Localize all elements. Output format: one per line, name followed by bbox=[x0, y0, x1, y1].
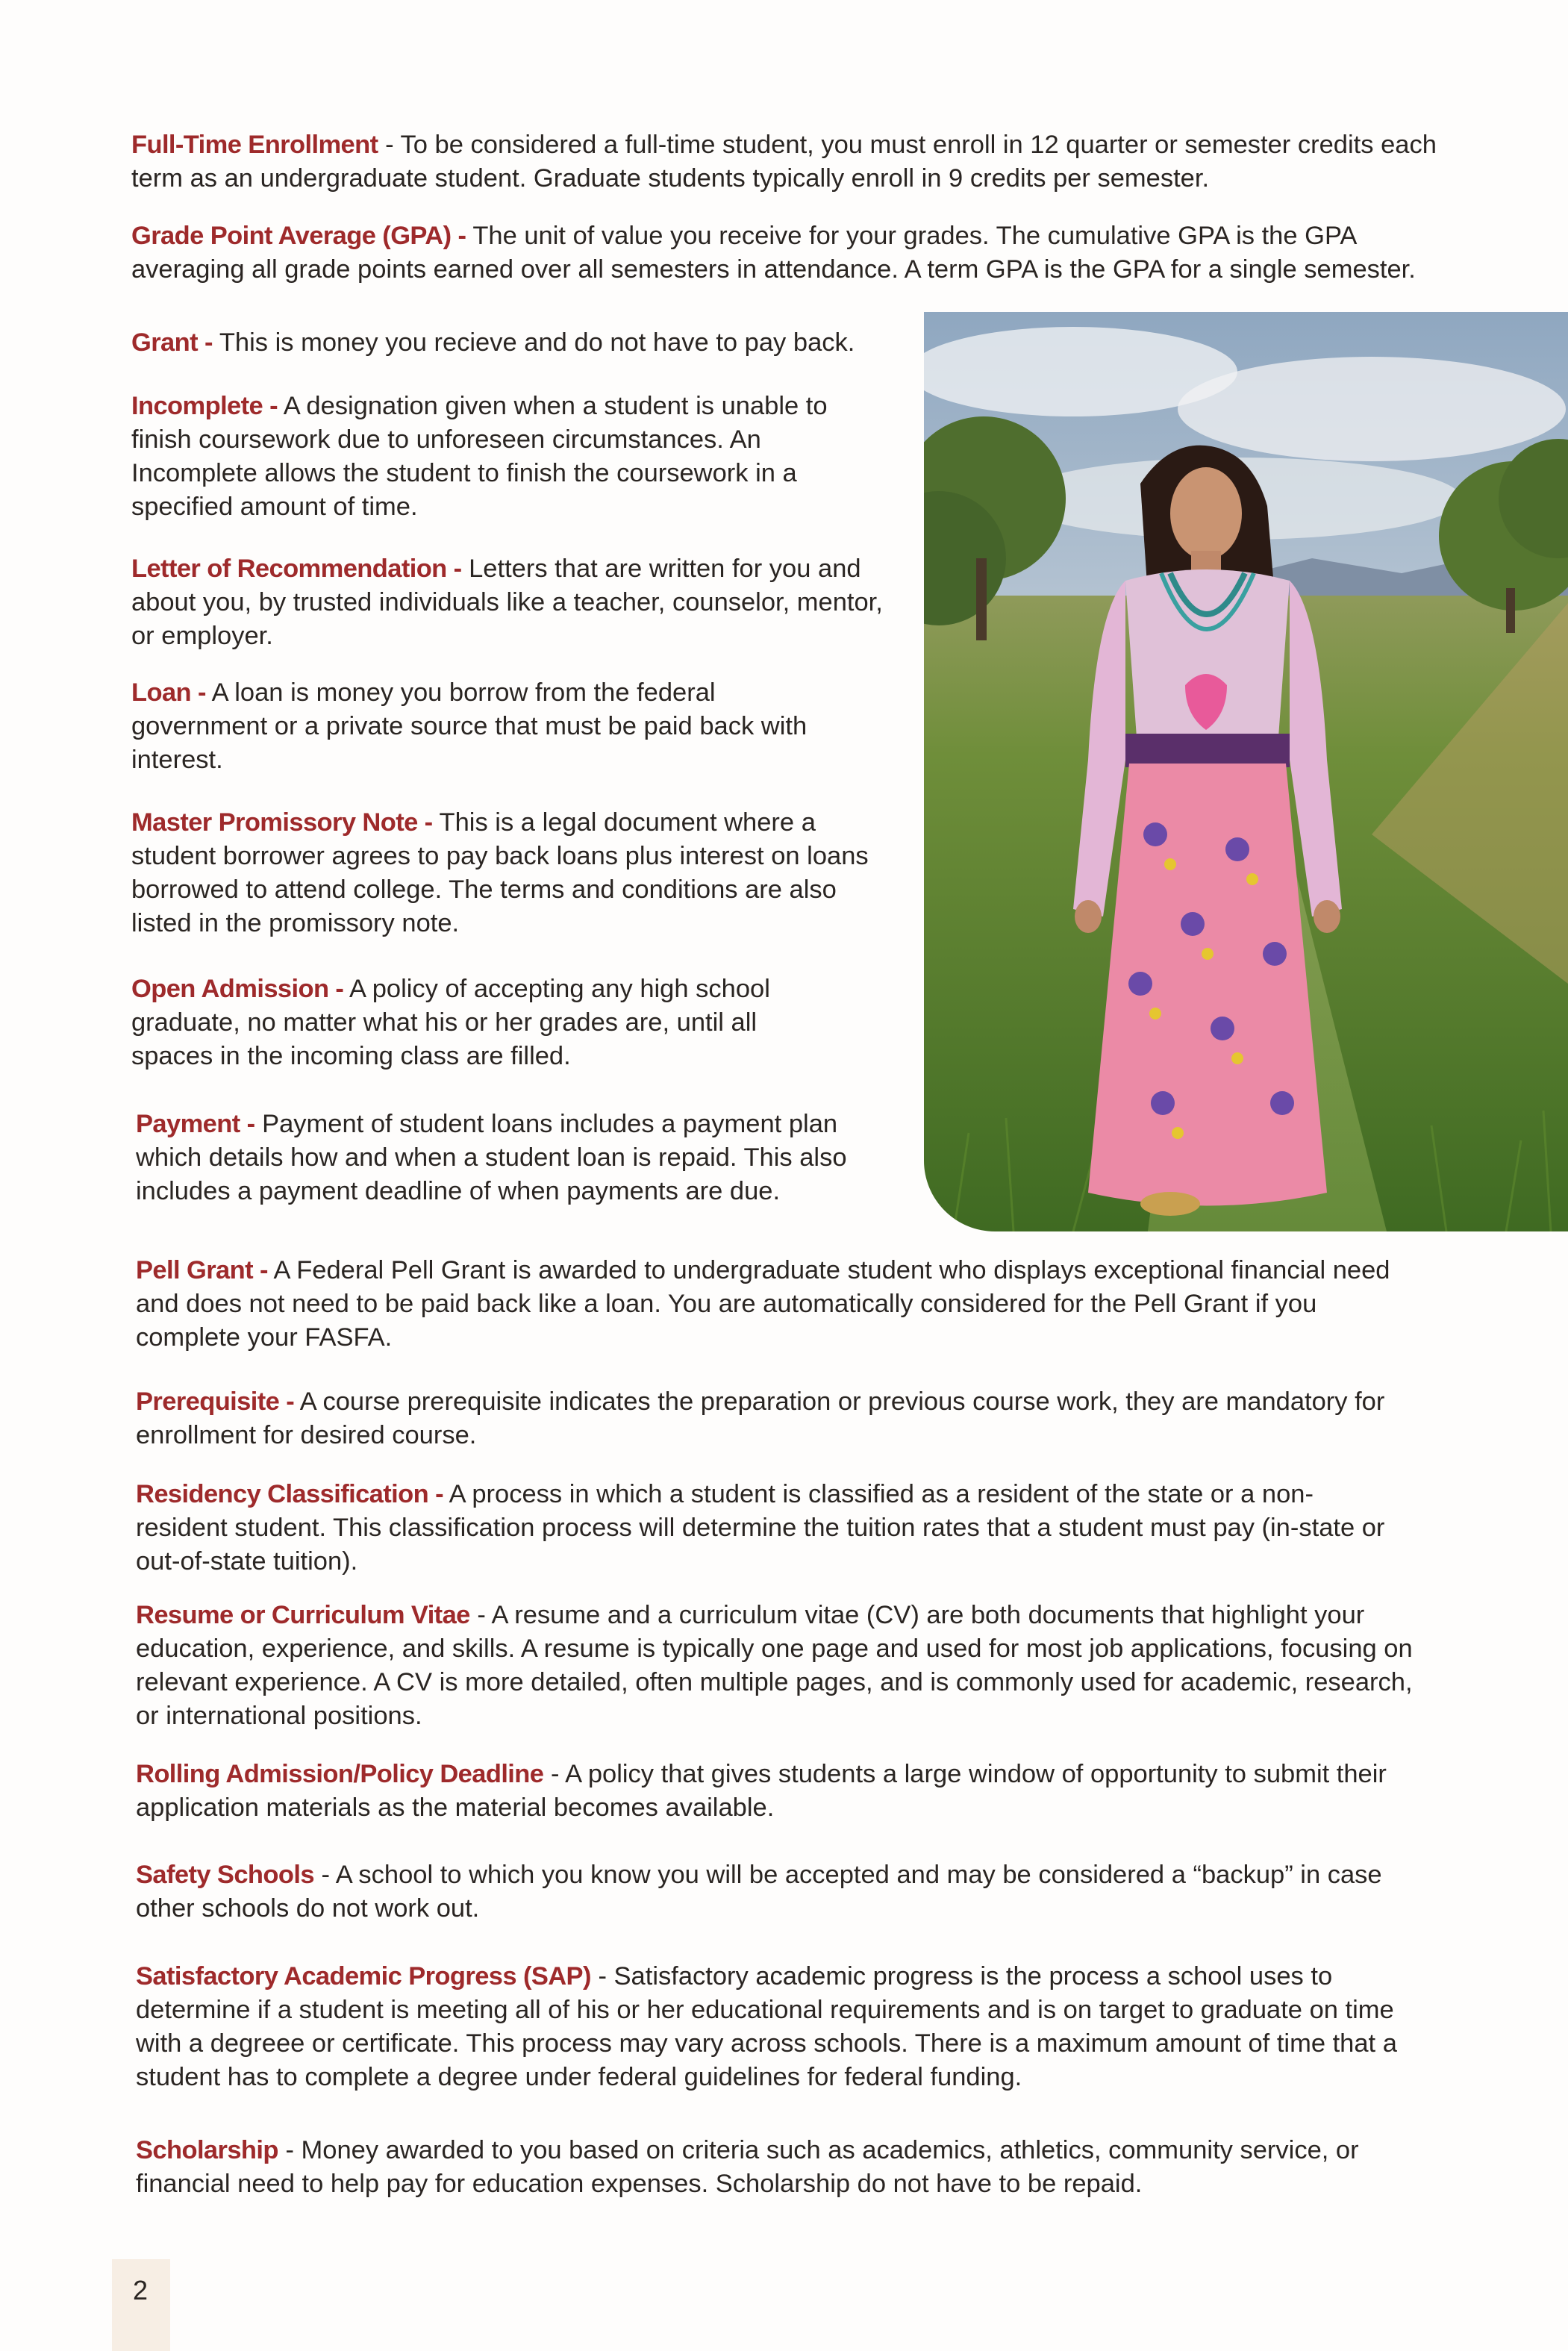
glossary-definition: A Federal Pell Grant is awarded to undergraduate student who displays exceptional financial need and does not need to be paid back like a loan. You are automatically considered for the Pell Grant if you complete your FASFA. bbox=[136, 1256, 1390, 1352]
glossary-entry-residency-classification bbox=[136, 1478, 1405, 1579]
glossary-definition: The unit of value you receive for your grades. The cumulative GPA is the GPA averaging all grade points earned over all semesters in attendance. A term GPA is the GPA for a single semester. bbox=[131, 222, 1416, 284]
separator: - bbox=[378, 131, 401, 159]
separator bbox=[278, 392, 284, 420]
glossary-term: Satisfactory Academic Progress (SAP) bbox=[136, 1962, 591, 1991]
separator bbox=[255, 1110, 263, 1138]
separator bbox=[213, 328, 219, 357]
glossary-term: Resume or Curriculum Vitae bbox=[136, 1601, 470, 1629]
glossary-entry-rolling-admission bbox=[136, 1758, 1434, 1825]
glossary-entry-master-promissory-note bbox=[131, 806, 878, 940]
glossary-entry-sap bbox=[136, 1960, 1405, 2094]
glossary-definition: Satisfactory academic progress is the process a school uses to determine if a student is meeting all of his or her educational requirements and is on target to graduate on time with a degreee or certificate. This process may vary across schools. There is a maximum amount of time that a student has to complete a degree under federal guidelines for federal funding. bbox=[136, 1962, 1397, 2091]
glossary-entry-scholarship bbox=[136, 2134, 1434, 2201]
glossary-term: Pell Grant - bbox=[136, 1256, 268, 1284]
glossary-entry-incomplete bbox=[131, 390, 848, 524]
glossary-definition: A course prerequisite indicates the preparation or previous course work, they are mandatory for enrollment for desired course. bbox=[136, 1387, 1385, 1449]
glossary-entry-grant bbox=[131, 326, 908, 360]
separator: - bbox=[469, 1601, 492, 1629]
glossary-term: Scholarship bbox=[136, 2136, 278, 2164]
glossary-definition: A process in which a student is classified as a resident of the state or a non-resident student. This classification process will determine the tuition rates that a student must pay (in-state or out-of-state tuition). bbox=[136, 1480, 1385, 1576]
glossary-definition: A policy that gives students a large window of opportunity to submit their application materials as the material becomes available. bbox=[136, 1760, 1387, 1822]
glossary-entry-prerequisite bbox=[136, 1385, 1405, 1452]
glossary-entry-payment bbox=[136, 1108, 905, 1208]
glossary-definition: A policy of accepting any high school graduate, no matter what his or her grades are, until all spaces in the incoming class are filled. bbox=[131, 975, 770, 1070]
glossary-term: Payment - bbox=[136, 1110, 255, 1138]
separator: - bbox=[313, 1861, 336, 1889]
glossary-definition: A designation given when a student is unable to finish coursework due to unforeseen circumstances. An Incomplete allows the student to finish the coursework in a specified amount of time. bbox=[131, 392, 828, 521]
separator: - bbox=[543, 1760, 566, 1788]
glossary-entry-safety-schools bbox=[136, 1858, 1405, 1926]
glossary-definition: Letters that are written for you and about you, by trusted individuals like a teacher, counselor, mentor, or employer. bbox=[131, 555, 883, 650]
glossary-entry-letter-of-recommendation bbox=[131, 552, 893, 653]
glossary-term: Prerequisite - bbox=[136, 1387, 295, 1416]
glossary-entry-loan bbox=[131, 676, 818, 777]
separator bbox=[462, 555, 469, 583]
glossary-term: Incomplete - bbox=[131, 392, 278, 420]
glossary-entry-open-admission bbox=[131, 972, 833, 1073]
separator bbox=[466, 222, 472, 250]
separator: - bbox=[590, 1962, 614, 1991]
glossary-definition: This is a legal document where a student borrower agrees to pay back loans plus interest on loans borrowed to attend college. The terms and conditions are also listed in the promissory note. bbox=[131, 808, 869, 937]
separator: - bbox=[278, 2136, 302, 2164]
glossary-entry-resume-or-cv bbox=[136, 1599, 1434, 1733]
glossary-term: Safety Schools bbox=[136, 1861, 314, 1889]
portrait-photo bbox=[924, 312, 1568, 1231]
glossary-term: Master Promissory Note - bbox=[131, 808, 433, 837]
glossary-term: Full-Time Enrollment bbox=[131, 131, 378, 159]
glossary-definition: A school to which you know you will be accepted and may be considered a “backup” in case other schools do not work out. bbox=[136, 1861, 1382, 1923]
glossary-entry-full-time-enrollment bbox=[131, 128, 1445, 196]
glossary-term: Grant - bbox=[131, 328, 213, 357]
separator bbox=[268, 1256, 274, 1284]
glossary-entry-pell-grant bbox=[136, 1254, 1419, 1355]
separator bbox=[206, 678, 212, 707]
glossary-definition: Money awarded to you based on criteria such as academics, athletics, community service, or financial need to help pay for education expenses. Scholarship do not have to be repaid. bbox=[136, 2136, 1359, 2198]
glossary-term: Rolling Admission/Policy Deadline bbox=[136, 1760, 544, 1788]
portrait-illustration bbox=[924, 312, 1568, 1231]
separator bbox=[343, 975, 349, 1003]
glossary-term: Letter of Recommendation - bbox=[131, 555, 462, 583]
page-number: 2 bbox=[133, 2275, 149, 2305]
glossary-entry-gpa bbox=[131, 219, 1475, 287]
glossary-definition: A loan is money you borrow from the federal government or a private source that must be paid back with interest. bbox=[131, 678, 808, 774]
glossary-definition: This is money you recieve and do not have to pay back. bbox=[219, 328, 855, 357]
glossary-definition: Payment of student loans includes a payment plan which details how and when a student loan is repaid. This also includes a payment deadline of when payments are due. bbox=[136, 1110, 847, 1205]
glossary-definition: To be considered a full-time student, you must enroll in 12 quarter or semester credits each term as an undergraduate student. Graduate students typically enroll in 9 credits per semester. bbox=[131, 131, 1437, 193]
separator bbox=[443, 1480, 449, 1508]
glossary-term: Residency Classification - bbox=[136, 1480, 443, 1508]
glossary-term: Grade Point Average (GPA) - bbox=[131, 222, 466, 250]
separator bbox=[294, 1387, 300, 1416]
separator bbox=[433, 808, 440, 837]
glossary-term: Open Admission - bbox=[131, 975, 344, 1003]
glossary-term: Loan - bbox=[131, 678, 206, 707]
glossary-definition: A resume and a curriculum vitae (CV) are both documents that highlight your education, experience, and skills. A resume is typically one page and used for most job applications, focusing on relevant experience. A CV is more detailed, often multiple pages, and is commonly used for academic, research, or international positions. bbox=[136, 1601, 1413, 1730]
